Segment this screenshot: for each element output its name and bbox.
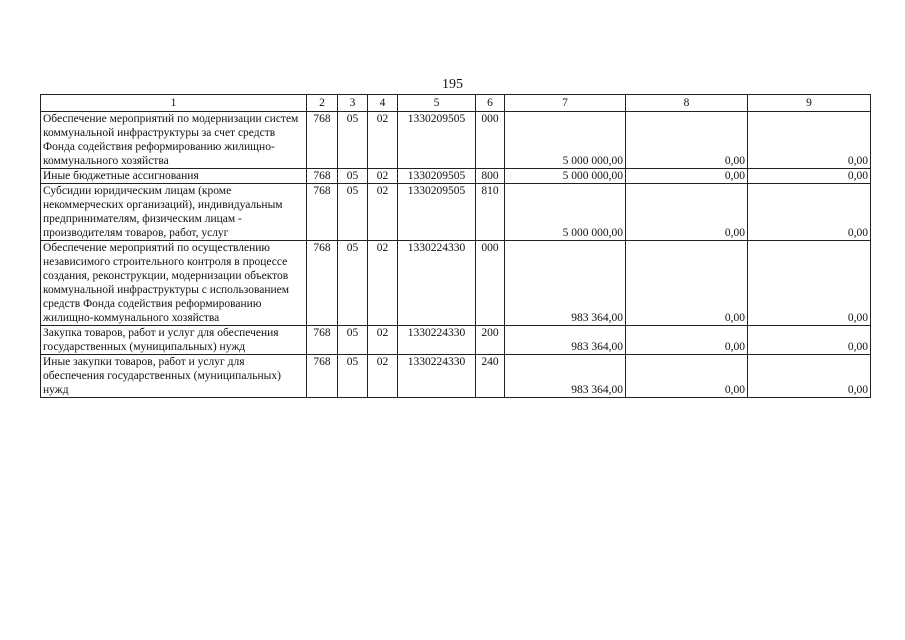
amount-col-9: 0,00 xyxy=(748,169,871,184)
subsection-code: 02 xyxy=(368,326,398,355)
table-row xyxy=(41,355,871,398)
column-header: 8 xyxy=(626,95,748,112)
amount-col-9: 0,00 xyxy=(748,184,871,241)
column-header: 2 xyxy=(307,95,338,112)
expense-type-code: 200 xyxy=(476,326,505,355)
row-description: Иные закупки товаров, работ и услуг для обеспечения государственных (муниципальных) нужд xyxy=(41,355,307,398)
expense-type-code: 000 xyxy=(476,241,505,326)
ministry-code: 768 xyxy=(307,326,338,355)
header-row xyxy=(41,95,871,112)
amount-col-9: 0,00 xyxy=(748,241,871,326)
section-code: 05 xyxy=(338,355,368,398)
amount-col-7: 983 364,00 xyxy=(505,241,626,326)
amount-col-7: 983 364,00 xyxy=(505,355,626,398)
ministry-code: 768 xyxy=(307,169,338,184)
column-header: 7 xyxy=(505,95,626,112)
table-row xyxy=(41,184,871,241)
amount-col-7: 5 000 000,00 xyxy=(505,112,626,169)
amount-col-8: 0,00 xyxy=(626,184,748,241)
target-article-code: 1330209505 xyxy=(398,169,476,184)
amount-col-9: 0,00 xyxy=(748,355,871,398)
target-article-code: 1330224330 xyxy=(398,355,476,398)
column-header: 3 xyxy=(338,95,368,112)
table-row xyxy=(41,112,871,169)
row-description: Закупка товаров, работ и услуг для обеспечения государственных (муниципальных) нужд xyxy=(41,326,307,355)
table-row xyxy=(41,326,871,355)
column-header: 9 xyxy=(748,95,871,112)
amount-col-8: 0,00 xyxy=(626,112,748,169)
column-header: 6 xyxy=(476,95,505,112)
table-row xyxy=(41,241,871,326)
amount-col-8: 0,00 xyxy=(626,241,748,326)
section-code: 05 xyxy=(338,169,368,184)
target-article-code: 1330224330 xyxy=(398,326,476,355)
column-header: 1 xyxy=(41,95,307,112)
amount-col-7: 983 364,00 xyxy=(505,326,626,355)
section-code: 05 xyxy=(338,112,368,169)
target-article-code: 1330224330 xyxy=(398,241,476,326)
amount-col-9: 0,00 xyxy=(748,326,871,355)
expense-type-code: 810 xyxy=(476,184,505,241)
expense-type-code: 000 xyxy=(476,112,505,169)
budget-table xyxy=(40,94,871,398)
column-header: 5 xyxy=(398,95,476,112)
expense-type-code: 240 xyxy=(476,355,505,398)
amount-col-9: 0,00 xyxy=(748,112,871,169)
amount-col-8: 0,00 xyxy=(626,355,748,398)
section-code: 05 xyxy=(338,184,368,241)
ministry-code: 768 xyxy=(307,184,338,241)
subsection-code: 02 xyxy=(368,112,398,169)
ministry-code: 768 xyxy=(307,355,338,398)
row-description: Обеспечение мероприятий по осуществлению независимого строительного контроля в процессе создания, реконструкции, модернизации объектов коммунальной инфраструктуры с использованием средств Фонда содействия реформированию жилищно-коммунального хозяйства xyxy=(41,241,307,326)
section-code: 05 xyxy=(338,241,368,326)
section-code: 05 xyxy=(338,326,368,355)
amount-col-7: 5 000 000,00 xyxy=(505,169,626,184)
row-description: Иные бюджетные ассигнования xyxy=(41,169,307,184)
ministry-code: 768 xyxy=(307,112,338,169)
subsection-code: 02 xyxy=(368,241,398,326)
amount-col-7: 5 000 000,00 xyxy=(505,184,626,241)
row-description: Обеспечение мероприятий по модернизации систем коммунальной инфраструктуры за счет средств Фонда содействия реформированию жилищно-коммунального хозяйства xyxy=(41,112,307,169)
table-row xyxy=(41,169,871,184)
amount-col-8: 0,00 xyxy=(626,326,748,355)
amount-col-8: 0,00 xyxy=(626,169,748,184)
column-header: 4 xyxy=(368,95,398,112)
subsection-code: 02 xyxy=(368,169,398,184)
target-article-code: 1330209505 xyxy=(398,112,476,169)
subsection-code: 02 xyxy=(368,355,398,398)
expense-type-code: 800 xyxy=(476,169,505,184)
ministry-code: 768 xyxy=(307,241,338,326)
target-article-code: 1330209505 xyxy=(398,184,476,241)
row-description: Субсидии юридическим лицам (кроме некоммерческих организаций), индивидуальным предпринимателям, физическим лицам - производителям товаров, работ, услуг xyxy=(41,184,307,241)
page-number: 195 xyxy=(442,77,463,92)
subsection-code: 02 xyxy=(368,184,398,241)
